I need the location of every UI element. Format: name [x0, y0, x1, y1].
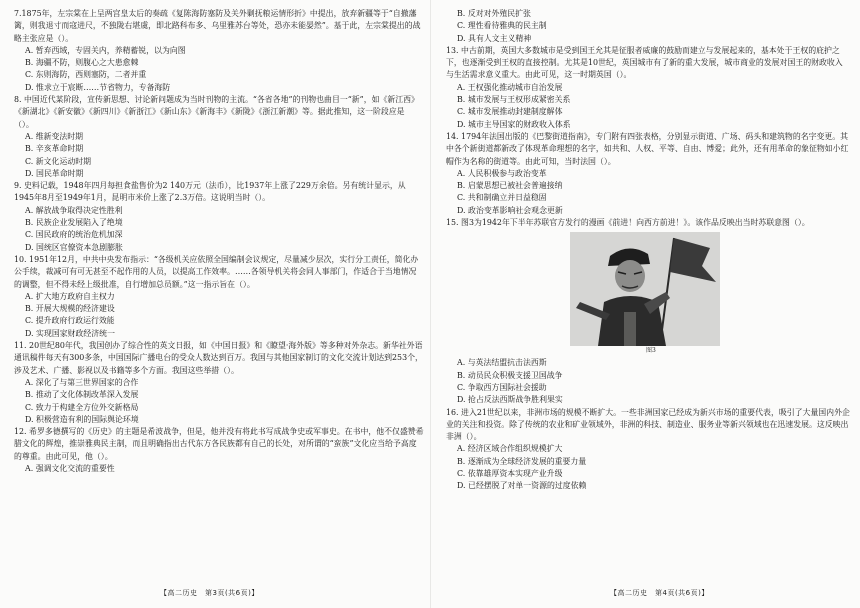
- option-c: C. 新文化运动时期: [25, 156, 92, 166]
- option-d: D. 城市主导国家的财政收入体系: [457, 119, 571, 129]
- question-12: [14, 426, 424, 475]
- option-c: C. 争取西方国际社会援助: [457, 382, 547, 392]
- option-d: D. 具有人文主义精神: [457, 33, 532, 43]
- question-stem: 12. 希罗多德撰写的《历史》的主题是希波战争，但是，他并没有将此书写成战争史或军事史。在书中，他不仅盛赞希腊文化的辉煌，推崇雅典民主制，而且明确指出古代东方各民族都有自己的长处，对所谓的“蛮族”文化应当给予高度的尊重。由此可见，他（）。: [14, 427, 424, 461]
- option-b: B. 启蒙思想已被社会普遍接纳: [457, 181, 563, 191]
- option-d: D. 积极营造有利的国际舆论环境: [25, 414, 139, 424]
- soviet-poster-figure: [570, 232, 720, 346]
- question-13: [446, 45, 850, 131]
- option-b: B. 开展大规模的经济建设: [25, 304, 115, 314]
- question-stem: 11. 20世纪80年代，我国创办了综合性的英文日报，如《中国日报》和《瞭望·海外版》等多种对外杂志。新华社外语通讯稿件每天有300多条，中国国际广播电台的受众人数达到百万。我国与其他国家制订的文化交流计划达到253个，涉及艺术、广播、影视以及书籍等多个方面。我国这些举措（）。: [14, 341, 423, 375]
- option-a: A. 王权强化推动城市自治发展: [457, 82, 563, 92]
- option-b: B. 辛亥革命时期: [25, 144, 84, 154]
- question-stem: 9. 史料记载，1948年四月每担食盐售价为2 140万元（法币），比1937年上涨了229万余倍。另有统计显示，从1945年8月至1949年1月，昆明市米价上涨了2.3万倍。这说明当时（）。: [14, 181, 406, 203]
- question-stem: 16. 进入21世纪以来，非洲市场的规模不断扩大。一些非洲国家已经成为新兴市场的重要代表，吸引了大量国内外企业的关注和投资。除了传统的农业和矿业领域外，非洲的科技、制造业、服务业等新兴领域也在迅速发展。这反映出非洲（）。: [446, 407, 850, 442]
- option-a: A. 解放战争取得决定性胜利: [25, 205, 123, 215]
- question-12-continued: [446, 8, 850, 45]
- question-stem: 13. 中古前期，英国大多数城市是受到国王允其是征服者威廉的鼓励而建立与发展起来的，基本处于王权的庇护之下，也逐渐受到王权的直接控制。尤其是10世纪，英国城市有了新的重大发展，城市商业的发展对国王的财政收入与生活需求意义重大。由此可见，这一时期英国（）。: [446, 45, 843, 80]
- question-stem: 14. 1794年法国出版的《巴黎街道指南》，专门附有四张表格，分别显示街道、广场、码头和建筑物的名字变更。其中各个新街道都新改了体现革命理想的名字，如共和、人权、平等、自由、博爱；此外，还有用革命的象征物如小红帽作为名称的街道等。由此可知，当时法国（）。: [446, 131, 849, 166]
- question-7: [14, 8, 424, 94]
- option-a: A. 扩大地方政府自主权力: [25, 291, 115, 301]
- question-10: [14, 254, 424, 340]
- option-a: A. 深化了与第三世界国家的合作: [25, 377, 139, 387]
- option-b: B. 逐渐成为全球经济发展的重要力量: [457, 456, 587, 466]
- option-c: C. 依靠雄厚资本实现产业升级: [457, 469, 563, 479]
- option-a: A. 强调文化交流的重要性: [25, 463, 115, 473]
- question-stem: 8. 中国近代某阶段，宣传新思想、讨论新问题成为当时刊物的主流。“各省各地”的刊物也曲目一“新”，如《新江西》《新湖北》《新安徽》《新四川》《新浙江》《新山东》《新海丰》《新陇》《浙江新潮》等。据此推知，这一阶段应是（）。: [14, 95, 419, 129]
- option-c: C. 理性看待雅典的民主制: [457, 21, 547, 31]
- option-a: A. 维新变法时期: [25, 131, 84, 141]
- option-a: A. 经济区域合作组织规模扩大: [457, 444, 563, 454]
- question-14: [446, 131, 850, 217]
- page-4: [446, 8, 850, 588]
- figure-caption: 图3: [646, 347, 656, 355]
- page-footer-right: 【高二历史 第4页(共6页)】: [610, 589, 709, 597]
- question-stem: 15. 图3为1942年下半年苏联官方发行的漫画《前进！向西方前进！》。该作品反映出当时苏联意图（）。: [446, 218, 810, 228]
- question-16: [446, 407, 850, 493]
- option-d: D. 已经摆脱了对单一资源的过度依赖: [457, 481, 587, 491]
- option-b: B. 民族企业发展陷入了绝境: [25, 218, 123, 228]
- question-stem: 7.1875年，左宗棠在上呈两宫皇太后的奏疏《复陈海防塞防及关外剿抚粮运情形折》中提出，放弃新疆等于“自撤藩篱，则我退寸而寇进尺，不独陇右堪虞，即北路科布多、乌里雅苏台等处，恐亦未能晏然”。基于此，左宗棠提出的战略主张应是（）。: [14, 9, 421, 43]
- option-d: D. 实现国家财政经济统一: [25, 328, 115, 338]
- option-a: A. 人民积极参与政治变革: [457, 168, 547, 178]
- question-9: [14, 180, 424, 254]
- option-b: B. 动员民众积极支援卫国战争: [457, 370, 563, 380]
- option-d: D. 国民革命时期: [25, 168, 84, 178]
- option-c: C. 城市发展推动封建制度解体: [457, 107, 563, 117]
- option-c: C. 东则海防，西则塞防，二者并重: [25, 70, 147, 80]
- option-a: A. 与英法结盟抗击法西斯: [457, 358, 547, 368]
- option-c: C. 提升政府行政运行效能: [25, 316, 115, 326]
- option-c: C. 国民政府的统治危机加深: [25, 230, 123, 240]
- question-stem: 10. 1951年12月，中共中央发布指示：“各级机关应依照全国编制会议规定，尽量减少层次，实行分工责任，简化办公手续，裁减可有可无甚至不起作用的人员，以提高工作效率。……各领导机关将会同人事部门，作适合于当地情况的调整，但不得未经上级批准，自行增加总员额。”这一指示旨在（）。: [14, 254, 419, 289]
- option-d: D. 抢占反法西斯战争胜利果实: [457, 395, 563, 405]
- option-a: A. 暂弃西域，专固关内，养精蓄锐，以为向图: [25, 45, 186, 55]
- question-15: [446, 217, 850, 406]
- option-b: B. 推动了文化体制改革深入发展: [25, 390, 139, 400]
- option-c: C. 共和制确立并日益稳固: [457, 193, 547, 203]
- option-c: C. 致力于构建全方位外交新格局: [25, 402, 139, 412]
- page-footer-left: 【高二历史 第3页(共6页)】: [160, 589, 259, 597]
- question-11: [14, 340, 424, 426]
- option-b: B. 海疆不防，则腹心之大患愈棘: [25, 58, 139, 68]
- page-3: [14, 8, 424, 588]
- option-d: D. 国统区官僚资本急剧膨胀: [25, 242, 123, 252]
- page-gutter: [430, 0, 431, 608]
- option-b: B. 城市发展与王权形成紧密关系: [457, 95, 571, 105]
- option-d: D. 惟求立于宸断……节省物力，专备海防: [25, 82, 171, 92]
- option-d: D. 政治变革影响社会观念更新: [457, 205, 563, 215]
- question-8: [14, 94, 424, 180]
- option-b: B. 反对对外殖民扩张: [457, 9, 531, 18]
